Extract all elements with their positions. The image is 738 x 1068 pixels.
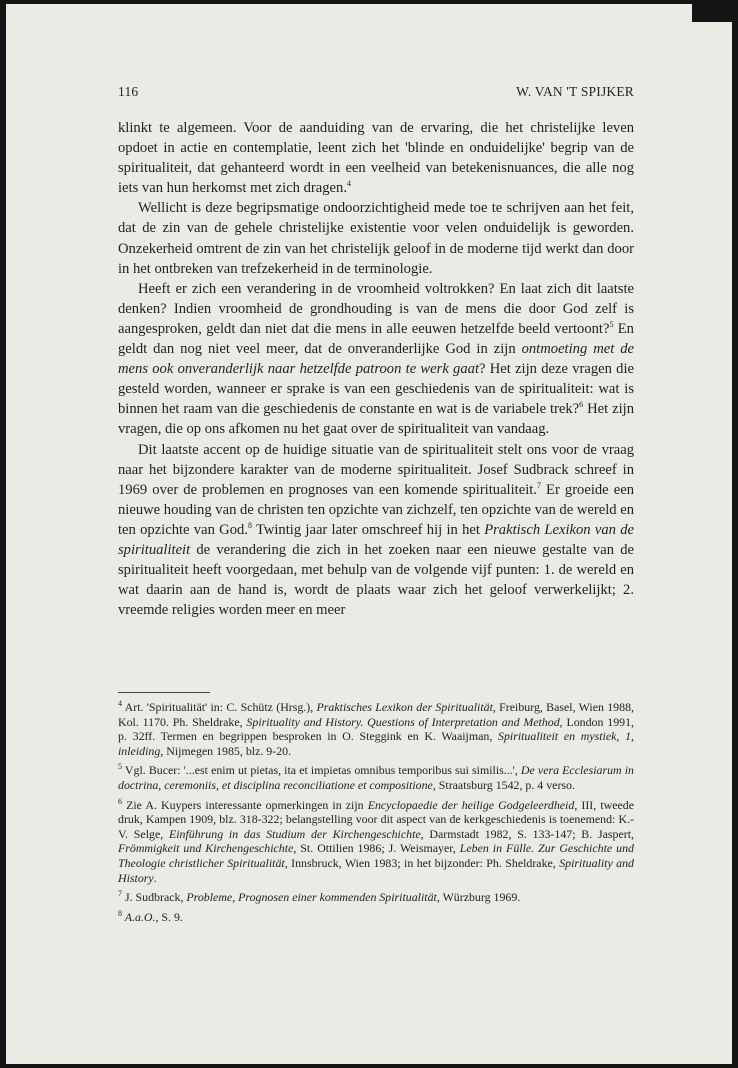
paragraph-4-text-a: Dit laatste accent op de huidige situatie van de spiritualiteit stelt ons voor de vraag naar het bijzondere karakter van de moderne spiritualiteit. Josef Sudbrack schreef in 1969 over de problemen en prognoses van een komende spiritualiteit.	[118, 441, 634, 498]
footnote-6-title-e: Spirituality and History	[118, 855, 634, 885]
footnote-6	[118, 798, 634, 886]
footnote-6-text-b: , III, tweede druk, Kampen 1909, blz. 318-322; belangstelling voor dit aspect van de kerkgeschiedenis is toenemend: K.-V. Selge,	[118, 797, 634, 841]
paragraph-3-text-b: En geldt dan nog niet veel meer, dat de onveranderlijke God in zijn	[118, 320, 634, 358]
footnote-5-number: 5	[118, 762, 122, 772]
footnote-4-text-d: , Nijmegen 1985, blz. 9-20.	[160, 743, 292, 758]
running-header	[118, 84, 634, 100]
paragraph-2-text: Wellicht is deze begripsmatige ondoorzichtigheid mede toe te schrijven aan het feit, dat de zin van de gehele christelijke existentie voor velen onduidelijk is geworden. Onzekerheid omtrent de zin van het christelijk geloof in de moderne tijd werkt dan door in het ontbreken van trefzekerheid in de terminologie.	[118, 200, 634, 277]
footnote-5-title-a: De vera Ecclesiarum in doctrina, ceremoniis, et disciplina reconciliatione et compositione	[118, 763, 634, 792]
footnote-6-text-e: , Innsbruck, Wien 1983; in het bijzonder: Ph. Sheldrake,	[284, 855, 560, 870]
footnote-6-title-d: Leben in Fülle. Zur Geschichte und Theologie christlicher Spiritualität	[118, 841, 634, 870]
footnotes	[118, 700, 634, 924]
footnote-4-title-a: Praktisches Lexikon der Spiritualität	[316, 700, 493, 714]
footnote-ref-6: 6	[579, 400, 584, 410]
footnote-ref-5: 5	[609, 320, 614, 330]
page-number: 116	[118, 84, 139, 99]
footnote-6-title-a: Encyclopaedie der heilige Godgeleerdheid	[367, 797, 575, 812]
paragraph-1	[118, 118, 634, 198]
footnote-4-text-c: , London 1991, p. 32ff. Termen en begrippen besproken in O. Steggink en K. Waaijman,	[118, 714, 635, 744]
scan-edge	[692, 4, 732, 22]
footnote-7	[118, 890, 634, 905]
footnote-4-text-a: Art. 'Spiritualität' in: C. Schütz (Hrsg.),	[122, 700, 317, 714]
main-text	[118, 118, 634, 620]
running-head: W. VAN 'T SPIJKER	[516, 84, 634, 99]
paragraph-3-italic: ontmoeting met de mens ook onveranderlijk naar hetzelfde patroon te werk gaat	[118, 341, 634, 378]
paragraph-4-text-c: Twintig jaar later omschreef hij in het	[251, 521, 485, 538]
paragraph-4-text-b: Er groeide een nieuwe houding van de christen ten opzichte van zichzelf, ten opzichte van de wereld en ten opzichte van God.	[118, 481, 634, 538]
footnote-8-number: 8	[118, 908, 122, 918]
footnote-7-number: 7	[118, 889, 122, 899]
footnote-ref-4: 4	[346, 179, 351, 189]
footnote-4-title-c: Spiritualiteit en mystiek, 1, inleiding	[118, 729, 634, 758]
footnote-5-text-b: , Straatsburg 1542, p. 4 verso.	[432, 777, 575, 792]
footnote-6-text-f: .	[153, 870, 157, 885]
footnote-6-text-c: , Darmstadt 1982, S. 133-147; B. Jaspert,	[420, 826, 634, 841]
paragraph-4-text-d: de verandering die zich in het zoeken naar een nieuwe gestalte van de spiritualiteit heeft voorgedaan, met behulp van de volgende vijf punten: 1. de wereld en wat daarin aan de hand is, wordt de plaats waar zich het geloof verwerkelijkt; 2. vreemde religies worden meer en meer	[118, 541, 634, 619]
footnote-5-text-a: Vgl. Bucer: '...est enim ut pietas, ita et impietas omnibus temporibus sui similis...',	[122, 763, 521, 778]
footnote-4-title-b: Spirituality and History. Questions of Interpretation and Method	[246, 714, 560, 729]
footnote-4	[118, 700, 634, 758]
footnote-8-text-a: , S. 9.	[155, 909, 183, 924]
paragraph-3	[118, 279, 634, 440]
footnote-6-title-b: Einführung in das Studium der Kirchengeschichte	[168, 826, 421, 841]
footnote-7-text-a: J. Sudbrack,	[122, 890, 187, 905]
footnote-7-text-b: , Würzburg 1969.	[436, 890, 521, 905]
footnote-6-text-d: , St. Ottilien 1986; J. Weismayer,	[293, 841, 460, 856]
footnote-8	[118, 910, 634, 925]
paragraph-4	[118, 440, 634, 621]
footnote-6-title-c: Frömmigkeit und Kirchengeschichte	[118, 841, 294, 856]
paragraph-1-text: klinkt te algemeen. Voor de aanduiding van de ervaring, die het christelijke leven opdoet in actie en contemplatie, leent zich het 'blinde en onduidelijke' begrip van de spiritualiteit, dat gehanteerd wordt in een veelheid van betekenisnuances, die alle nog iets van hun herkomst met zich dragen.	[118, 120, 634, 197]
footnote-4-number: 4	[118, 699, 122, 709]
paragraph-3-text-d: Het zijn vragen, die op ons afkomen nu het gaat over de spiritualiteit van vandaag.	[118, 401, 634, 438]
footnote-7-title-a: Probleme, Prognosen einer kommenden Spiritualität	[186, 890, 437, 905]
paragraph-2	[118, 198, 634, 278]
footnote-4-text-b: , Freiburg, Basel, Wien 1988, Kol. 1170. Ph. Sheldrake,	[118, 700, 634, 729]
paragraph-3-text-c: ? Het zijn deze vragen die gesteld worden, wanneer er sprake is van een geschiedenis van de spiritualiteit: wat is binnen het raam van die geschiedenis de constante en wat is de variabele trek?	[118, 361, 634, 418]
footnote-6-text-a: Zie A. Kuypers interessante opmerkingen in zijn	[122, 797, 368, 812]
paragraph-3-text-a: Heeft er zich een verandering in de vroomheid voltrokken? En laat zich dit laatste denken? Indien vroomheid de grondhouding is van de mens die door God zelf is aangesproken, geldt dan niet dat die mens in alle eeuwen hetzelfde beeld vertoont?	[118, 280, 634, 337]
footnote-8-title-a: A.a.O.	[122, 909, 156, 924]
paragraph-4-italic: Praktisch Lexikon van de spiritualiteit	[118, 521, 634, 558]
book-page	[6, 4, 732, 1064]
footnote-ref-8: 8	[247, 521, 252, 531]
footnote-rule	[118, 692, 210, 693]
footnote-6-number: 6	[118, 796, 122, 806]
footnote-5	[118, 763, 634, 792]
footnote-ref-7: 7	[536, 480, 541, 490]
